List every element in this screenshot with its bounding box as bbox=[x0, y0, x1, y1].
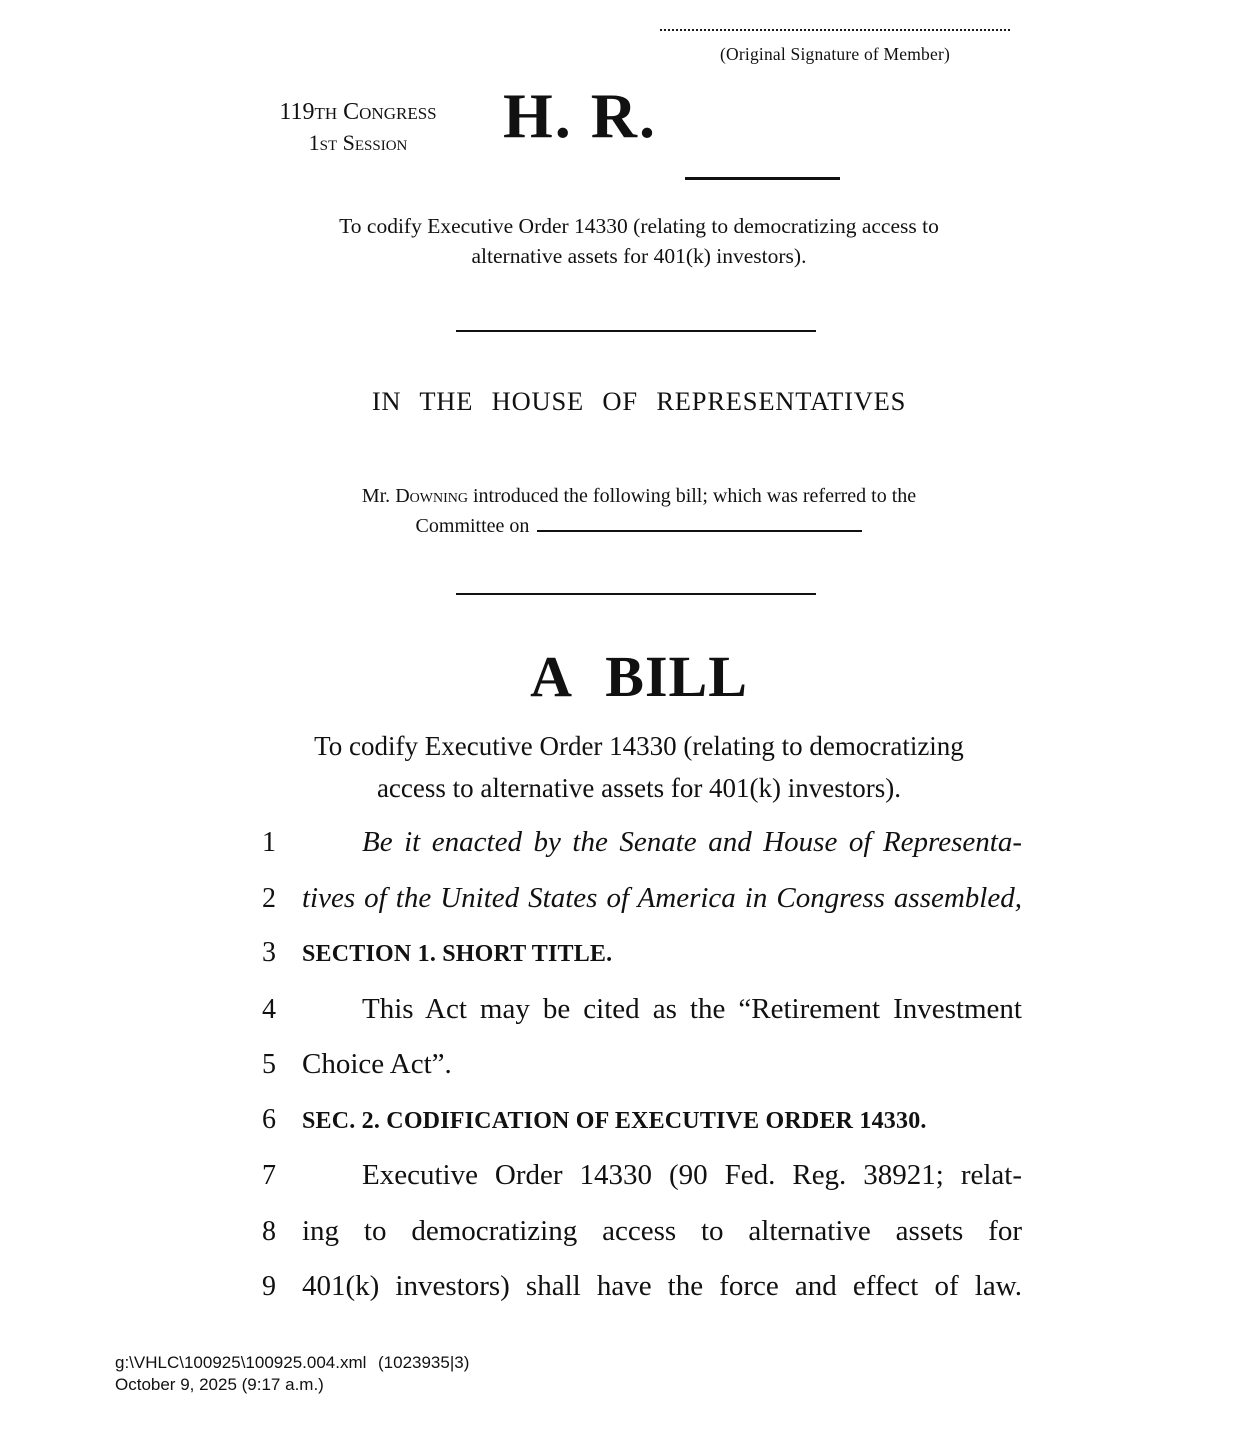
bill-line bbox=[262, 1270, 1022, 1326]
session-line: 1st Session bbox=[308, 129, 408, 155]
line-number: 2 bbox=[262, 882, 276, 914]
line-number: 6 bbox=[262, 1103, 276, 1135]
long-title bbox=[219, 725, 1059, 809]
line-number: 8 bbox=[262, 1215, 276, 1247]
line-number: 9 bbox=[262, 1271, 276, 1302]
introduction-line2 bbox=[259, 511, 1019, 541]
bill-line bbox=[262, 1215, 1022, 1271]
short-title-description-line1: To codify Executive Order 14330 (relating to democratizing access to bbox=[339, 214, 939, 238]
line-text: Be it enacted by the Senate and House of Representa- bbox=[362, 826, 1022, 858]
bill-line bbox=[262, 826, 1022, 882]
bill-line bbox=[262, 882, 1022, 938]
line-number: 4 bbox=[262, 993, 276, 1025]
line-number: 5 bbox=[262, 1049, 276, 1080]
bill-body bbox=[262, 826, 1022, 1326]
long-title-line1: To codify Executive Order 14330 (relating to democratizing bbox=[314, 731, 964, 761]
introduction-text: introduced the following bill; which was referred to the bbox=[472, 485, 917, 507]
footer-line1 bbox=[115, 1352, 469, 1374]
line-text: tives of the United States of America in Congress assembled, bbox=[302, 881, 1022, 914]
sponsor-prefix: Mr. bbox=[361, 485, 391, 507]
a-bill-heading: A BILL bbox=[530, 644, 748, 709]
short-title-description bbox=[239, 212, 1039, 271]
chamber-heading: IN THE HOUSE OF REPRESENTATIVES bbox=[371, 386, 907, 416]
line-text: This Act may be cited as the “Retirement Investment bbox=[362, 992, 1022, 1025]
bill-line bbox=[262, 993, 1022, 1049]
bill-line bbox=[262, 937, 1022, 993]
introduction-paragraph bbox=[259, 481, 1019, 541]
line-text: SECTION 1. SHORT TITLE. bbox=[302, 941, 613, 967]
footer-doc-id: (1023935|3) bbox=[378, 1353, 470, 1372]
long-title-line2: access to alternative assets for 401(k) investors). bbox=[376, 773, 902, 803]
line-number: 3 bbox=[262, 937, 276, 968]
line-text: Executive Order 14330 (90 Fed. Reg. 38921; relat- bbox=[362, 1159, 1022, 1191]
separator-rule-bottom bbox=[456, 593, 816, 595]
line-text: ing to democratizing access to alternative assets for bbox=[302, 1214, 1022, 1247]
bill-number-heading: H. R. bbox=[503, 80, 657, 151]
line-text: Choice Act”. bbox=[302, 1048, 452, 1080]
bill-line bbox=[262, 1048, 1022, 1104]
introduction-line1 bbox=[259, 481, 1019, 511]
footer-date: October 9, 2025 (9:17 a.m.) bbox=[115, 1375, 324, 1394]
signature-label: (Original Signature of Member) bbox=[719, 44, 951, 64]
footer-file-path: g:\VHLC\100925\100925.004.xml bbox=[115, 1353, 367, 1372]
bill-number-blank-line bbox=[685, 145, 840, 180]
short-title-description-line2: alternative assets for 401(k) investors). bbox=[471, 243, 807, 268]
line-text: SEC. 2. CODIFICATION OF EXECUTIVE ORDER 14330. bbox=[302, 1107, 927, 1134]
committee-blank-line bbox=[537, 512, 862, 532]
committee-label: Committee on bbox=[415, 515, 530, 537]
line-text: 401(k) investors) shall have the force and effect of law. bbox=[302, 1270, 1022, 1302]
signature-dotted-line bbox=[660, 20, 1010, 31]
line-number: 7 bbox=[262, 1160, 276, 1191]
line-number: 1 bbox=[262, 827, 276, 858]
signature-block bbox=[660, 20, 1010, 65]
sponsor-name: Downing bbox=[395, 485, 468, 507]
bill-line bbox=[262, 1104, 1022, 1160]
congress-line: 119th Congress bbox=[279, 99, 437, 125]
congress-session-block bbox=[246, 99, 470, 155]
footer bbox=[115, 1352, 469, 1396]
separator-rule-top bbox=[456, 330, 816, 332]
bill-line bbox=[262, 1159, 1022, 1215]
